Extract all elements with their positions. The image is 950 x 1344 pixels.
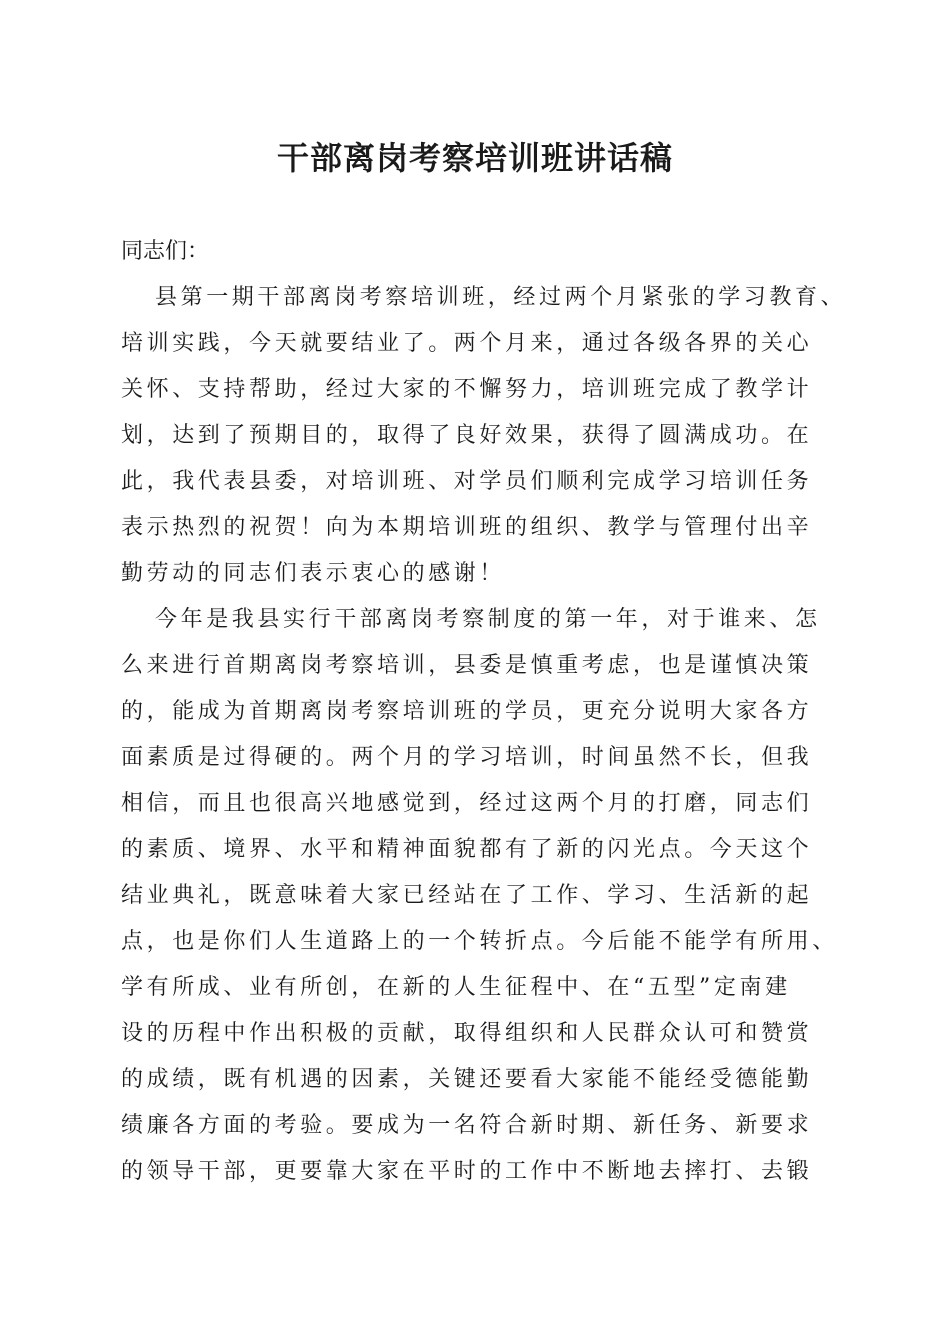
paragraph-line: 面素质是过得硬的。两个月的学习培训，时间虽然不长，但我 [121,745,813,770]
paragraph-1 [121,275,847,597]
paragraph-line: 学有所成、业有所创，在新的人生征程中、在“五型”定南建 [121,975,791,1000]
paragraph-line: 表示热烈的祝贺！向为本期培训班的组织、教学与管理付出辛 [121,515,813,540]
paragraph-line: 的素质、境界、水平和精神面貌都有了新的闪光点。今天这个 [121,837,813,862]
paragraph-line: 县第一期干部离岗考察培训班，经过两个月紧张的学习教育、 [155,285,847,310]
paragraph-line: 点，也是你们人生道路上的一个转折点。今后能不能学有所用、 [121,929,838,954]
paragraph-line: 划，达到了预期目的，取得了良好效果，获得了圆满成功。在 [121,423,813,448]
paragraph-line: 今年是我县实行干部离岗考察制度的第一年，对于谁来、怎 [155,607,821,632]
paragraph-line: 么来进行首期离岗考察培训，县委是慎重考虑，也是谨慎决策 [121,653,813,678]
paragraph-line: 相信，而且也很高兴地感觉到，经过这两个月的打磨，同志们 [121,791,813,816]
paragraph-line: 绩廉各方面的考验。要成为一名符合新时期、新任务、新要求 [121,1113,813,1138]
paragraph-line: 的，能成为首期离岗考察培训班的学员，更充分说明大家各方 [121,699,813,724]
paragraph-line: 此，我代表县委，对培训班、对学员们顺利完成学习培训任务 [121,469,813,494]
paragraph-line: 关怀、支持帮助，经过大家的不懈努力，培训班完成了教学计 [121,377,813,402]
paragraph-line: 培训实践，今天就要结业了。两个月来，通过各级各界的关心 [121,331,813,356]
paragraph-2 [121,597,841,1195]
paragraph-line: 的领导干部，更要靠大家在平时的工作中不断地去摔打、去锻 [121,1159,813,1184]
document-body [121,229,847,1195]
paragraph-line: 设的历程中作出积极的贡献，取得组织和人民群众认可和赞赏 [121,1021,813,1046]
paragraph-line: 结业典礼，既意味着大家已经站在了工作、学习、生活新的起 [121,883,813,908]
salutation: 同志们： [121,239,210,264]
paragraph-line: 勤劳动的同志们表示衷心的感谢！ [121,561,506,586]
paragraph-line: 的成绩，既有机遇的因素，关键还要看大家能不能经受德能勤 [121,1067,813,1092]
document-title: 干部离岗考察培训班讲话稿 [276,139,673,177]
